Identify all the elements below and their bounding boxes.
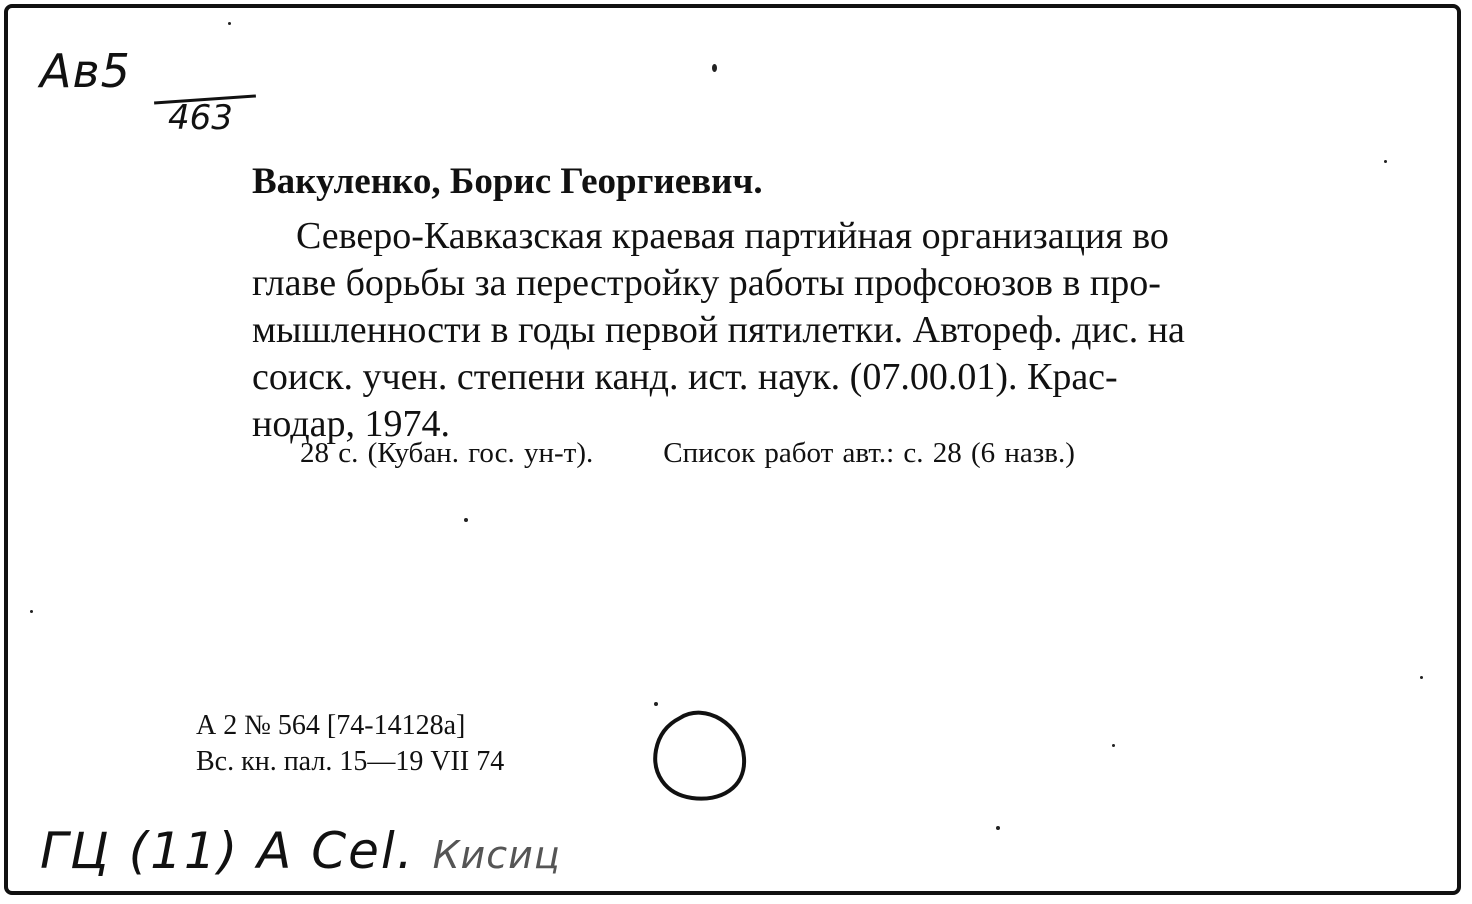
title-line: соиск. учен. степени канд. ист. наук. (07.00.01). Крас- bbox=[252, 356, 1118, 398]
paper-speck bbox=[228, 22, 231, 25]
registration-chamber: Вс. кн. пал. 15—19 VII 74 bbox=[196, 746, 505, 777]
shelf-mark bbox=[36, 44, 276, 138]
paper-speck bbox=[1384, 160, 1387, 163]
title-line: Северо-Кавказская краевая партийная организация во bbox=[296, 215, 1169, 257]
title-line: мышленности в годы первой пятилетки. Автореф. дис. на bbox=[252, 309, 1185, 351]
handwritten-note bbox=[40, 822, 561, 880]
handwritten-note-main: ГЦ (11) А Cel. bbox=[40, 822, 415, 880]
paper-speck bbox=[654, 702, 658, 706]
collation-note bbox=[300, 437, 1075, 470]
shelf-mark-number: 463 bbox=[168, 98, 233, 138]
paper-speck bbox=[464, 518, 468, 522]
handwritten-note-faint: Кисиц bbox=[432, 833, 561, 877]
registration-block bbox=[196, 708, 504, 780]
paper-speck bbox=[712, 64, 717, 72]
paper-speck bbox=[1112, 744, 1115, 747]
title-line: главе борьбы за перестройку работы профсоюзов в про- bbox=[252, 262, 1161, 304]
author-heading: Вакуленко, Борис Георгиевич. bbox=[252, 161, 763, 202]
title-line: нодар, 1974. bbox=[252, 403, 450, 445]
paper-speck bbox=[30, 610, 33, 613]
shelf-mark-code: Ав5 bbox=[40, 44, 131, 98]
circle-stamp-mark bbox=[650, 706, 748, 804]
collation-pages: 28 с. (Кубан. гос. ун-т). bbox=[300, 437, 594, 469]
title-description bbox=[252, 213, 1408, 448]
registration-number: А 2 № 564 [74-14128а] bbox=[196, 710, 466, 741]
collation-bibliography: Список работ авт.: с. 28 (6 назв.) bbox=[663, 437, 1075, 469]
paper-speck bbox=[996, 826, 1000, 830]
paper-speck bbox=[1420, 676, 1423, 679]
